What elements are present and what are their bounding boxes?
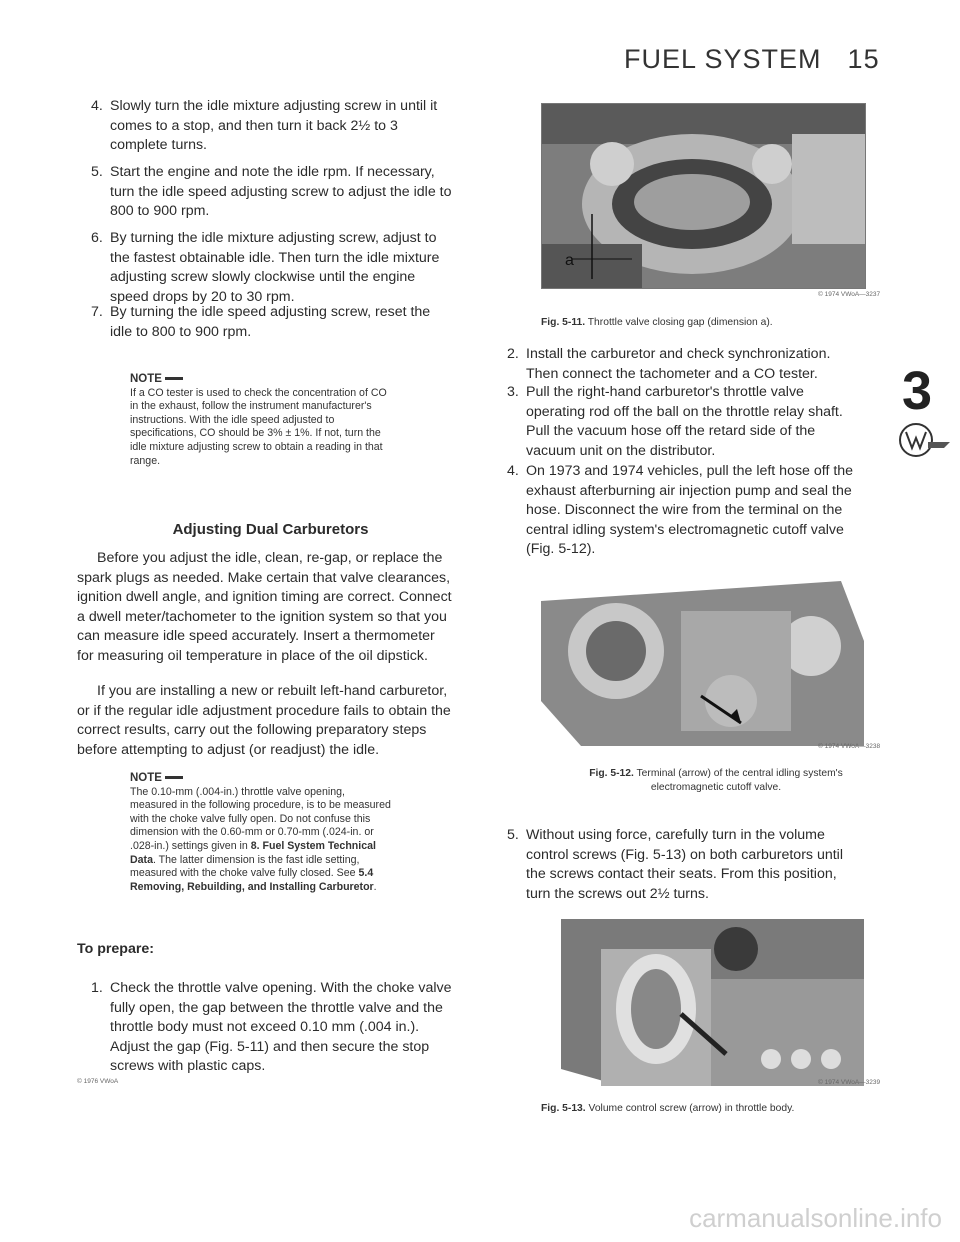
step-number: 7.	[91, 304, 103, 320]
volume-screw-photo	[541, 919, 864, 1086]
figure-5-12-photo	[541, 581, 864, 746]
figure-label: Fig. 5-12.	[589, 768, 634, 779]
note-text: The 0.10-mm (.004-in.) throttle valve opening, measured in the following procedure, is to be measured with the choke valve fully open. Do not confuse this dimension with the 0.60-mm or 0.70-mm (.024-in. or .028-in.) settings given in 8. Fuel System Technical Data. The latter dimension is the fast idle setting, measured with the choke valve fully closed. See 5.4 Removing, Rebuilding, and Installing Carburetor.	[130, 785, 391, 893]
note-co-tester	[130, 373, 392, 468]
step-4	[91, 97, 453, 156]
figure-credit: © 1974 VWoA—3239	[818, 1079, 881, 1086]
step-number: 3.	[507, 384, 519, 400]
step-6	[91, 229, 453, 307]
copyright-credit: © 1976 VWoA	[77, 1078, 119, 1085]
step-number: 5.	[507, 827, 519, 843]
step-text: By turning the idle mixture adjusting screw, adjust to the fastest obtainable idle. Then turn the idle mixture adjusting screw slowly clockwise until the engine speed drops by 20 to 30 rpm.	[110, 230, 440, 305]
figure-credit: © 1974 VWoA—3238	[818, 743, 881, 750]
note-throttle-opening	[130, 772, 392, 894]
figure-5-13-caption	[541, 1102, 864, 1116]
step-text: Pull the right-hand carburetor's throttle valve operating rod off the ball on the throttle relay shaft. Pull the vacuum hose off the retard side of the vacuum unit on the distributor.	[526, 384, 843, 459]
figure-5-12-caption	[556, 767, 876, 795]
step-number: 6.	[91, 230, 103, 246]
figure-5-11-caption	[541, 316, 864, 330]
caption-text: Terminal (arrow) of the central idling system's electromagnetic cutoff valve.	[636, 768, 843, 793]
step-text: Without using force, carefully turn in the volume control screws (Fig. 5-13) on both carburetors until the screws contact their seats. From this position, turn the screws out 2½ turns.	[526, 827, 843, 902]
chapter-tab-number: 3	[902, 361, 933, 421]
step-4-right	[507, 462, 864, 560]
step-text: Install the carburetor and check synchronization. Then connect the tachometer and a CO tester.	[526, 346, 831, 382]
figure-label: Fig. 5-13.	[541, 1103, 586, 1114]
page-header	[624, 44, 880, 75]
figure-5-11-photo	[541, 103, 866, 289]
figure-5-13-photo	[541, 919, 864, 1086]
paragraph-new-carburetor: If you are installing a new or rebuilt left-hand carburetor, or if the regular idle adjustment procedure fails to obtain the correct results, carry out the following preparatory steps before attempting to adjust (or readjust) the idle.	[77, 683, 451, 758]
watermark-url: carmanualsonline.info	[689, 1203, 942, 1233]
throttle-body-photo	[542, 104, 865, 288]
step-number: 1.	[91, 980, 103, 996]
vw-logo-icon	[898, 420, 952, 460]
prep-step-1	[91, 979, 453, 1077]
step-5-right	[507, 826, 864, 904]
caption-text: Throttle valve closing gap (dimension a).	[587, 317, 773, 328]
step-7	[91, 303, 453, 342]
cross-reference: 8. Fuel System Technical Data	[130, 839, 376, 866]
step-number: 4.	[507, 463, 519, 479]
cutoff-valve-photo	[541, 581, 864, 746]
cross-reference: 5.4 Removing, Rebuilding, and Installing Carburetor	[130, 867, 374, 893]
step-text: Start the engine and note the idle rpm. If necessary, turn the idle speed adjusting screw to adjust the idle to 800 to 900 rpm.	[110, 164, 452, 219]
step-text: By turning the idle speed adjusting screw, reset the idle to 800 to 900 rpm.	[110, 304, 431, 340]
section-heading: Adjusting Dual Carburetors	[172, 521, 369, 538]
caption-text: Volume control screw (arrow) in throttle body.	[588, 1103, 795, 1114]
step-5	[91, 163, 453, 222]
to-prepare-label: To prepare:	[77, 941, 154, 957]
step-number: 2.	[507, 346, 519, 362]
note-heading: NOTE	[130, 373, 392, 387]
figure-label: Fig. 5-11.	[541, 317, 586, 328]
step-text: Check the throttle valve opening. With the choke valve fully open, the gap between the throttle valve and the throttle body must not exceed 0.10 mm (.004 in.). Adjust the gap (Fig. 5-11) and then secure the stop screws with plastic caps.	[110, 980, 452, 1074]
figure-credit: © 1974 VWoA—3237	[818, 291, 881, 298]
note-heading: NOTE	[130, 772, 392, 786]
step-text: On 1973 and 1974 vehicles, pull the left hose off the exhaust afterburning air injection pump and seal the hose. Disconnect the wire from the terminal on the central idling system's electromagnetic cutoff valve (Fig. 5-12).	[526, 463, 854, 557]
step-3	[507, 383, 864, 461]
paragraph-before-adjust: Before you adjust the idle, clean, re-gap, or replace the spark plugs as needed. Make certain that valve clearances, ignition dwell angle, and ignition timing are correct. Connect a dwell meter/tachometer to the ignition system so that you can measure idle speed accurately. Insert a thermometer for measuring oil temperature in place of the oil dipstick.	[77, 550, 452, 664]
step-text: Slowly turn the idle mixture adjusting screw in until it comes to a stop, and then turn it back 2½ to 3 complete turns.	[110, 98, 438, 153]
step-number: 4.	[91, 98, 103, 114]
step-2	[507, 345, 864, 384]
chapter-title: FUEL SYSTEM	[624, 44, 822, 74]
note-text: If a CO tester is used to check the concentration of CO in the exhaust, follow the instrument manufacturer's instructions. With the idle speed adjusted to specifications, CO should be 3% ± 1%. If not, turn the idle mixture adjusting screw to obtain a reading in that range.	[130, 386, 387, 467]
dimension-a-marker: a	[565, 252, 574, 269]
page-number: 15	[847, 44, 880, 74]
step-number: 5.	[91, 164, 103, 180]
